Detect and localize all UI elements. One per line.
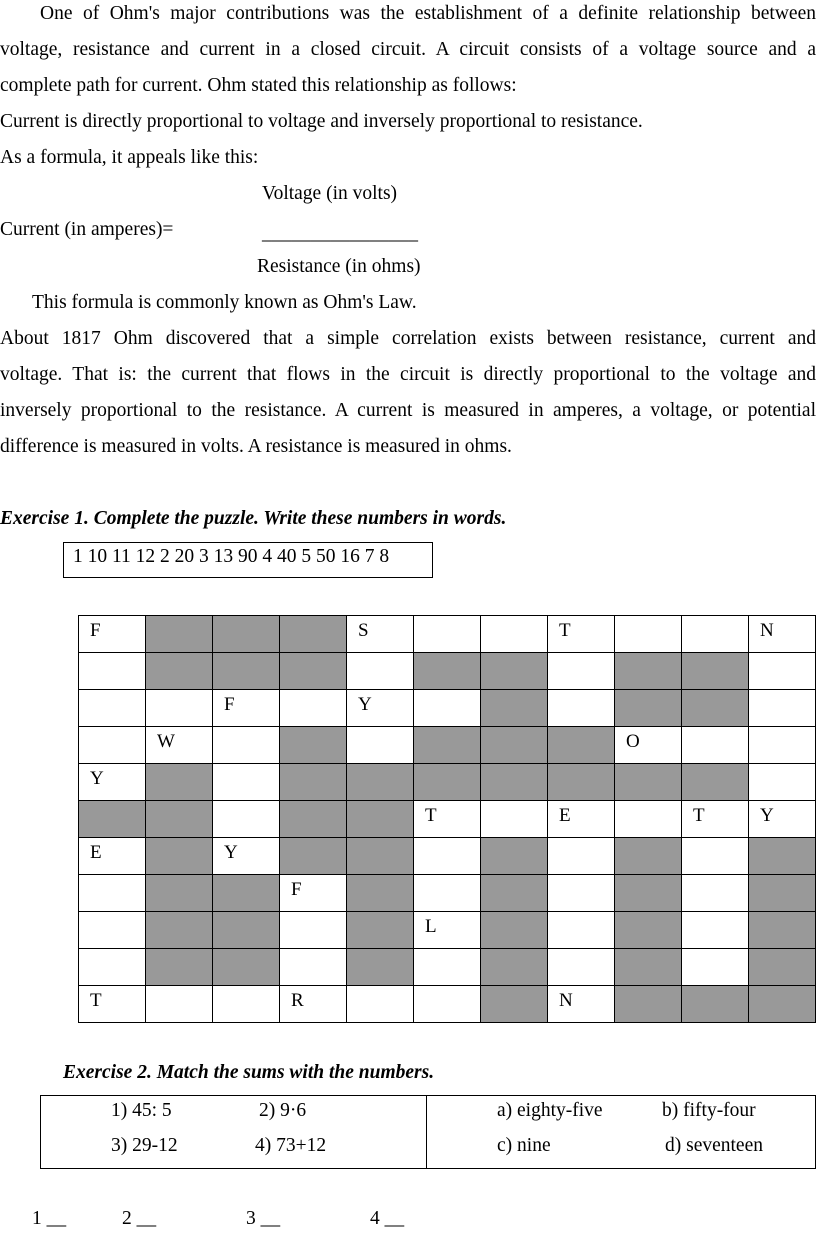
grid-cell-shaded (481, 764, 548, 801)
text-line: One of Ohm's major contributions was the establishment of a definite relationship between (40, 3, 816, 24)
grid-cell[interactable] (749, 727, 816, 764)
answer-blank[interactable]: 1 __ (32, 1208, 67, 1229)
grid-cell-shaded (481, 690, 548, 727)
number-item: b) fifty-four (662, 1100, 756, 1121)
grid-cell-shaded (682, 653, 749, 690)
grid-cell-shaded (213, 912, 280, 949)
exercise1-title: Exercise 1. Complete the puzzle. Write these numbers in words. (0, 508, 507, 529)
formula-intro: As a formula, it appeals like this: (0, 147, 259, 168)
grid-cell[interactable] (414, 690, 481, 727)
grid-letter: S (358, 620, 369, 641)
grid-letter: T (693, 805, 705, 826)
grid-cell[interactable] (79, 690, 146, 727)
grid-cell[interactable] (682, 875, 749, 912)
grid-cell-shaded (481, 986, 548, 1023)
grid-cell[interactable] (213, 764, 280, 801)
grid-cell[interactable] (749, 690, 816, 727)
grid-cell[interactable] (682, 616, 749, 653)
grid-cell[interactable] (213, 727, 280, 764)
grid-cell[interactable] (414, 838, 481, 875)
answer-blank[interactable]: 4 __ (370, 1208, 405, 1229)
grid-letter: T (90, 990, 102, 1011)
grid-cell[interactable] (79, 616, 146, 653)
grid-cell[interactable] (347, 690, 414, 727)
grid-cell[interactable] (79, 727, 146, 764)
grid-cell-shaded (481, 838, 548, 875)
grid-cell-shaded (615, 875, 682, 912)
grid-cell-shaded (548, 727, 615, 764)
grid-letter: F (90, 620, 101, 641)
grid-cell-shaded (615, 838, 682, 875)
number-item: c) nine (497, 1135, 551, 1156)
crossword-grid (78, 615, 816, 1023)
grid-cell-shaded (280, 653, 347, 690)
grid-cell-shaded (615, 653, 682, 690)
grid-cell[interactable] (548, 912, 615, 949)
grid-cell-shaded (347, 838, 414, 875)
grid-row (79, 949, 816, 986)
grid-cell-shaded (347, 801, 414, 838)
grid-row (79, 653, 816, 690)
grid-cell[interactable] (414, 875, 481, 912)
grid-cell-shaded (280, 764, 347, 801)
grid-cell-shaded (481, 875, 548, 912)
grid-cell-shaded (749, 949, 816, 986)
grid-cell[interactable] (615, 801, 682, 838)
grid-cell-shaded (481, 727, 548, 764)
grid-cell[interactable] (79, 875, 146, 912)
grid-cell-shaded (749, 912, 816, 949)
grid-cell-shaded (481, 912, 548, 949)
grid-cell-shaded (280, 727, 347, 764)
grid-cell-shaded (682, 690, 749, 727)
grid-cell[interactable] (548, 949, 615, 986)
grid-cell-shaded (414, 764, 481, 801)
answer-blank[interactable]: 2 __ (122, 1208, 157, 1229)
grid-cell[interactable] (548, 986, 615, 1023)
formula-numerator: Voltage (in volts) (262, 183, 398, 204)
text-line: voltage, resistance and current in a closed circuit. A circuit consists of a voltage source and a (0, 39, 816, 60)
grid-cell[interactable] (213, 801, 280, 838)
text-line: voltage. That is: the current that flows in the circuit is directly proportional to the voltage and (0, 364, 816, 385)
grid-cell[interactable] (414, 616, 481, 653)
grid-cell-shaded (280, 616, 347, 653)
grid-cell-shaded (615, 912, 682, 949)
exercise2-title: Exercise 2. Match the sums with the numbers. (63, 1062, 435, 1083)
ohms-law-note: This formula is commonly known as Ohm's Law. (32, 292, 417, 313)
grid-cell[interactable] (213, 838, 280, 875)
sum-item: 1) 45: 5 (111, 1100, 172, 1121)
grid-letter: Y (760, 805, 774, 826)
grid-cell-shaded (615, 949, 682, 986)
grid-cell[interactable] (280, 949, 347, 986)
grid-cell-shaded (146, 616, 213, 653)
grid-cell-shaded (414, 727, 481, 764)
grid-cell-shaded (146, 801, 213, 838)
grid-cell[interactable] (481, 616, 548, 653)
grid-row (79, 764, 816, 801)
grid-letter: Y (358, 694, 372, 715)
grid-cell[interactable] (213, 986, 280, 1023)
match-table (40, 1095, 816, 1169)
grid-cell[interactable] (79, 838, 146, 875)
grid-cell-shaded (347, 949, 414, 986)
grid-cell-shaded (615, 690, 682, 727)
grid-cell[interactable] (548, 653, 615, 690)
grid-cell-shaded (414, 653, 481, 690)
grid-cell[interactable] (548, 690, 615, 727)
grid-letter: W (157, 731, 175, 752)
grid-cell-shaded (146, 653, 213, 690)
grid-letter: L (425, 916, 437, 937)
grid-cell-shaded (146, 764, 213, 801)
grid-cell[interactable] (280, 875, 347, 912)
grid-letter: Y (90, 768, 104, 789)
grid-cell-shaded (280, 801, 347, 838)
grid-row (79, 727, 816, 764)
grid-cell-shaded (749, 986, 816, 1023)
text-line: About 1817 Ohm discovered that a simple correlation exists between resistance, current and (0, 328, 816, 349)
grid-cell-shaded (213, 875, 280, 912)
ohm-statement: Current is directly proportional to voltage and inversely proportional to resistance. (0, 111, 643, 132)
grid-cell-shaded (280, 838, 347, 875)
grid-cell[interactable] (79, 949, 146, 986)
grid-cell[interactable] (414, 912, 481, 949)
grid-letter: E (90, 842, 102, 863)
grid-cell[interactable] (481, 801, 548, 838)
grid-cell[interactable] (548, 838, 615, 875)
grid-cell[interactable] (347, 727, 414, 764)
grid-cell-shaded (213, 616, 280, 653)
grid-cell[interactable] (280, 986, 347, 1023)
grid-cell[interactable] (682, 912, 749, 949)
grid-cell-shaded (146, 875, 213, 912)
formula-bar: ________________ (262, 223, 418, 244)
grid-letter: F (291, 879, 302, 900)
grid-cell[interactable] (682, 838, 749, 875)
grid-cell[interactable] (615, 616, 682, 653)
grid-row (79, 986, 816, 1023)
grid-cell-shaded (213, 653, 280, 690)
grid-row (79, 690, 816, 727)
grid-cell[interactable] (79, 912, 146, 949)
grid-letter: F (224, 694, 235, 715)
grid-cell-shaded (749, 875, 816, 912)
grid-cell-shaded (347, 875, 414, 912)
grid-cell-shaded (749, 838, 816, 875)
grid-cell-shaded (682, 764, 749, 801)
sum-item: 3) 29-12 (111, 1135, 178, 1156)
grid-row (79, 838, 816, 875)
grid-cell-shaded (146, 949, 213, 986)
grid-letter: O (626, 731, 640, 752)
answer-blank[interactable]: 3 __ (246, 1208, 281, 1229)
grid-cell[interactable] (280, 912, 347, 949)
grid-letter: Y (224, 842, 238, 863)
text-line: complete path for current. Ohm stated this relationship as follows: (0, 75, 517, 96)
grid-cell[interactable] (146, 727, 213, 764)
grid-cell[interactable] (548, 875, 615, 912)
match-divider (426, 1096, 427, 1168)
grid-cell-shaded (79, 801, 146, 838)
grid-cell-shaded (481, 653, 548, 690)
grid-row (79, 616, 816, 653)
grid-letter: E (559, 805, 571, 826)
grid-cell-shaded (682, 986, 749, 1023)
grid-letter: N (559, 990, 573, 1011)
grid-cell-shaded (146, 838, 213, 875)
grid-cell[interactable] (347, 986, 414, 1023)
grid-cell-shaded (548, 764, 615, 801)
grid-letter: N (760, 620, 774, 641)
grid-cell[interactable] (146, 986, 213, 1023)
grid-cell-shaded (146, 912, 213, 949)
numbers-box (63, 542, 433, 578)
grid-cell-shaded (615, 986, 682, 1023)
grid-letter: R (291, 990, 304, 1011)
grid-row (79, 801, 816, 838)
formula-lhs: Current (in amperes)= (0, 219, 174, 240)
numbers-list: 1 10 11 12 2 20 3 13 90 4 40 5 50 16 7 8 (73, 546, 390, 567)
grid-cell[interactable] (749, 764, 816, 801)
text-line: difference is measured in volts. A resistance is measured in ohms. (0, 436, 512, 457)
grid-letter: T (425, 805, 437, 826)
grid-row (79, 875, 816, 912)
grid-cell[interactable] (280, 690, 347, 727)
grid-letter: T (559, 620, 571, 641)
grid-cell[interactable] (682, 727, 749, 764)
grid-cell[interactable] (347, 616, 414, 653)
grid-cell[interactable] (615, 727, 682, 764)
grid-cell-shaded (481, 949, 548, 986)
grid-cell[interactable] (749, 616, 816, 653)
grid-cell[interactable] (414, 949, 481, 986)
grid-cell[interactable] (682, 949, 749, 986)
grid-cell[interactable] (79, 764, 146, 801)
number-item: a) eighty-five (497, 1100, 603, 1121)
text-line: inversely proportional to the resistance. A current is measured in amperes, a voltage, or potential (0, 400, 816, 421)
grid-cell-shaded (615, 764, 682, 801)
sum-item: 2) 9·6 (259, 1100, 307, 1121)
grid-cell[interactable] (548, 801, 615, 838)
grid-cell[interactable] (749, 653, 816, 690)
grid-cell-shaded (347, 912, 414, 949)
grid-cell[interactable] (79, 986, 146, 1023)
grid-cell[interactable] (548, 616, 615, 653)
sum-item: 4) 73+12 (255, 1135, 327, 1156)
grid-cell-shaded (213, 949, 280, 986)
grid-cell[interactable] (146, 690, 213, 727)
grid-cell[interactable] (749, 801, 816, 838)
grid-row (79, 912, 816, 949)
grid-cell[interactable] (213, 690, 280, 727)
grid-cell[interactable] (79, 653, 146, 690)
grid-cell[interactable] (682, 801, 749, 838)
grid-cell[interactable] (414, 986, 481, 1023)
number-item: d) seventeen (665, 1135, 763, 1156)
grid-cell[interactable] (347, 653, 414, 690)
grid-cell[interactable] (414, 801, 481, 838)
grid-cell-shaded (347, 764, 414, 801)
formula-denominator: Resistance (in ohms) (257, 256, 421, 277)
